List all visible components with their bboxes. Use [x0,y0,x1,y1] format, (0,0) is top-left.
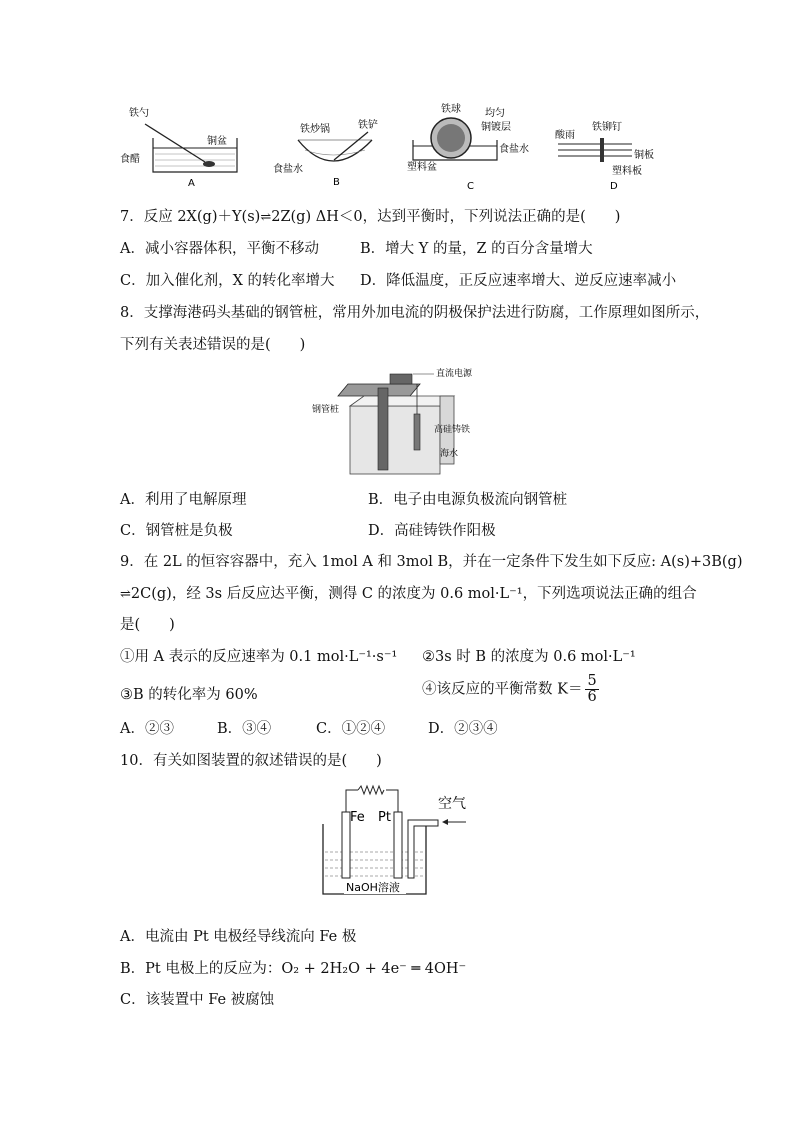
q8-option-c: C．钢管桩是负极 [120,523,233,539]
figure-b [270,110,395,190]
fig-d-label-plastic: 塑料板 [612,166,642,177]
q10-label-fe: Fe [350,810,365,825]
q9-statement-1: ①用 A 表示的反应速率为 0.1 mol·L⁻¹·s⁻¹ [120,649,398,665]
q9-option-c: C．①②④ [316,721,386,737]
q8-option-b: B．电子由电源负极流向钢管桩 [368,492,568,508]
q9-statement-3: ③B 的转化率为 60% [120,687,258,703]
q9-stem-line1: 9．在 2L 的恒容容器中，充入 1mol A 和 3mol B，并在一定条件下发生如下反应: A(s)+3B(g) [120,554,743,570]
fig-d-letter: D [610,181,618,192]
fig-c-label-uniform: 均匀 [485,108,505,119]
fig-a-letter: A [188,178,195,189]
fig-c-label-basin: 塑料盆 [407,162,437,173]
q8-option-a: A．利用了电解原理 [120,492,247,508]
q10-label-solution: NaOH溶液 [346,881,400,894]
q10-option-b: B．Pt 电极上的反应为：O₂ + 2H₂O + 4e⁻ ═ 4OH⁻ [120,961,467,977]
q8-stem-line1: 8．支撑海港码头基础的钢管桩，常用外加电流的阴极保护法进行防腐，工作原理如图所示， [120,305,710,321]
q8-label-seawater: 海水 [440,449,459,459]
fig-a-label-basin: 铜盆 [207,136,227,147]
fig-c-label-saltwater: 食盐水 [499,144,529,155]
fig-b-label-wok: 铁炒锅 [300,124,330,135]
q9-statement-2: ②3s 时 B 的浓度为 0.6 mol·L⁻¹ [422,649,636,665]
fig-d-label-copper: 铜板 [634,150,654,161]
q9-statement-4: ④该反应的平衡常数 K＝ $\frac{5}{6}$ [422,673,597,705]
q10-option-a: A．电流由 Pt 电极经导线流向 Fe 极 [120,929,357,945]
q7-option-a: A．减小容器体积，平衡不移动 [120,241,319,257]
q8-label-power: 直流电源 [436,369,473,379]
fig-a-label-spoon: 铁勺 [129,108,149,119]
q10-label-air: 空气 [438,796,466,812]
fig-b-letter: B [333,177,340,188]
fig-c-letter: C [467,181,474,192]
q10-option-c: C．该装置中 Fe 被腐蚀 [120,992,275,1008]
fig-d-label-rivet: 铁铆钉 [592,122,622,133]
q10-label-pt: Pt [378,810,391,825]
q7-stem: 7．反应 2X(g)＋Y(s)⇌2Z(g) ΔH＜0，达到平衡时，下列说法正确的是( ) [120,209,621,225]
equilibrium-arrow-icon: ⇌ [120,587,131,602]
q10-figure [318,776,478,904]
q9-option-b: B．③④ [217,721,272,737]
fig-b-label-saltwater: 食盐水 [273,164,303,175]
q7-option-d: D．降低温度，正反应速率增大、逆反应速率减小 [360,273,677,289]
fig-c-label-copper: 铜镀层 [481,122,511,133]
equilibrium-arrow-icon: ⇌ [260,210,272,225]
q9-option-d: D．②③④ [428,721,498,737]
figure-a [115,104,255,190]
fig-b-label-shovel: 铁铲 [358,120,378,131]
q7-option-c: C．加入催化剂，X 的转化率增大 [120,273,335,289]
fig-c-label-ball: 铁球 [441,104,461,115]
q8-label-electrode: 高硅铸铁 [434,425,471,435]
q8-label-pile: 钢管桩 [312,405,340,415]
q8-stem-line2: 下列有关表述错误的是( ) [120,337,306,353]
q9-stem-line2: ⇌2C(g)，经 3s 后反应达平衡，测得 C 的浓度为 0.6 mol·L⁻¹，下列选项说法正确的组合 [120,586,697,602]
figure-d [552,110,672,192]
q9-option-a: A．②③ [120,721,174,737]
q9-stem-line3: 是( ) [120,617,175,633]
fig-d-label-acidrain: 酸雨 [555,130,575,141]
fig-a-label-vinegar: 食醋 [120,154,140,165]
figure-c [405,100,545,192]
q7-option-b: B．增大 Y 的量，Z 的百分含量增大 [360,241,593,257]
q10-stem: 10．有关如图装置的叙述错误的是( ) [120,753,382,769]
q8-option-d: D．高硅铸铁作阳极 [368,523,496,539]
q8-figure [310,362,490,480]
k-fraction: $\frac{5}{6}$ [587,673,597,705]
